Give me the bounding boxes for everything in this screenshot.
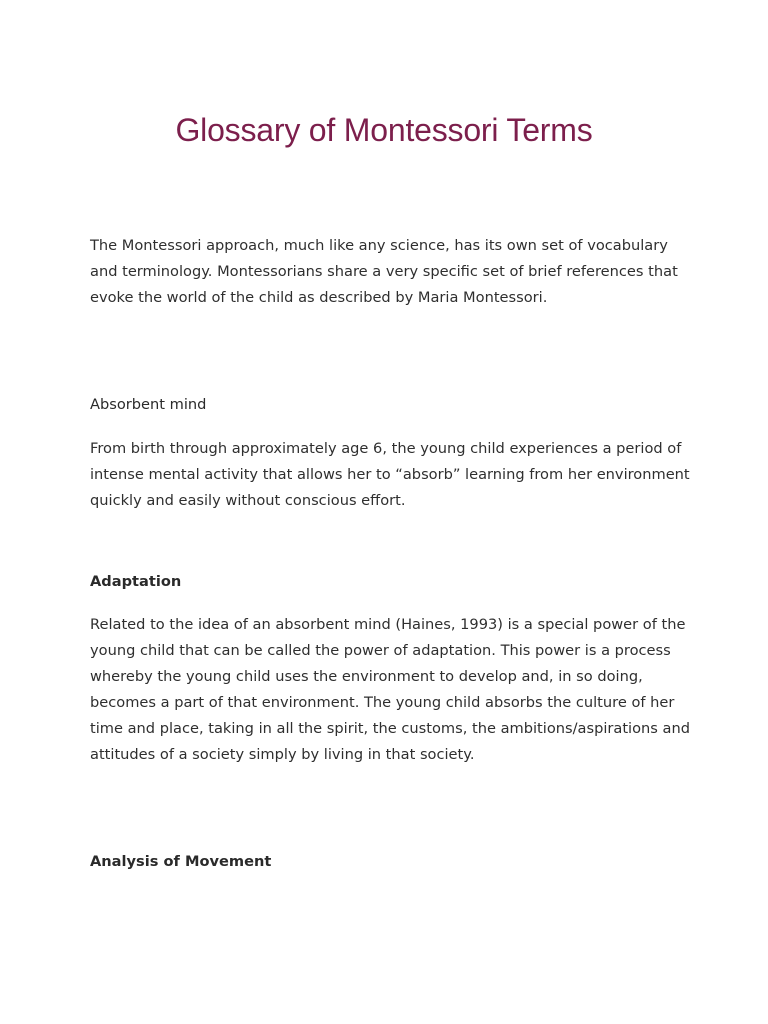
page-title: Glossary of Montessori Terms (175, 112, 593, 148)
glossary-definition-absorbent-mind: From birth through approximately age 6, the young child experiences a period of intense mental activity that allows her to “absorb” learning from her environment quickly and easily without conscious effort. (90, 440, 690, 509)
glossary-term-analysis-of-movement: Analysis of Movement (90, 853, 272, 870)
glossary-term-adaptation: Adaptation (90, 573, 182, 590)
glossary-term-absorbent-mind: Absorbent mind (90, 396, 207, 413)
glossary-definition-adaptation: Related to the idea of an absorbent mind (Haines, 1993) is a special power of the young child that can be called the power of adaptation. This power is a process whereby the young child uses the environment to develop and, in so doing, becomes a part of that environment. The young child absorbs the culture of her time and place, taking in all the spirit, the customs, the ambitions/aspirations and attitudes of a society simply by living in that society. (90, 616, 690, 763)
intro-paragraph: The Montessori approach, much like any science, has its own set of vocabulary and terminology. Montessorians share a very specific set of brief references that evoke the world of the child as described by Maria Montessori. (90, 237, 678, 306)
